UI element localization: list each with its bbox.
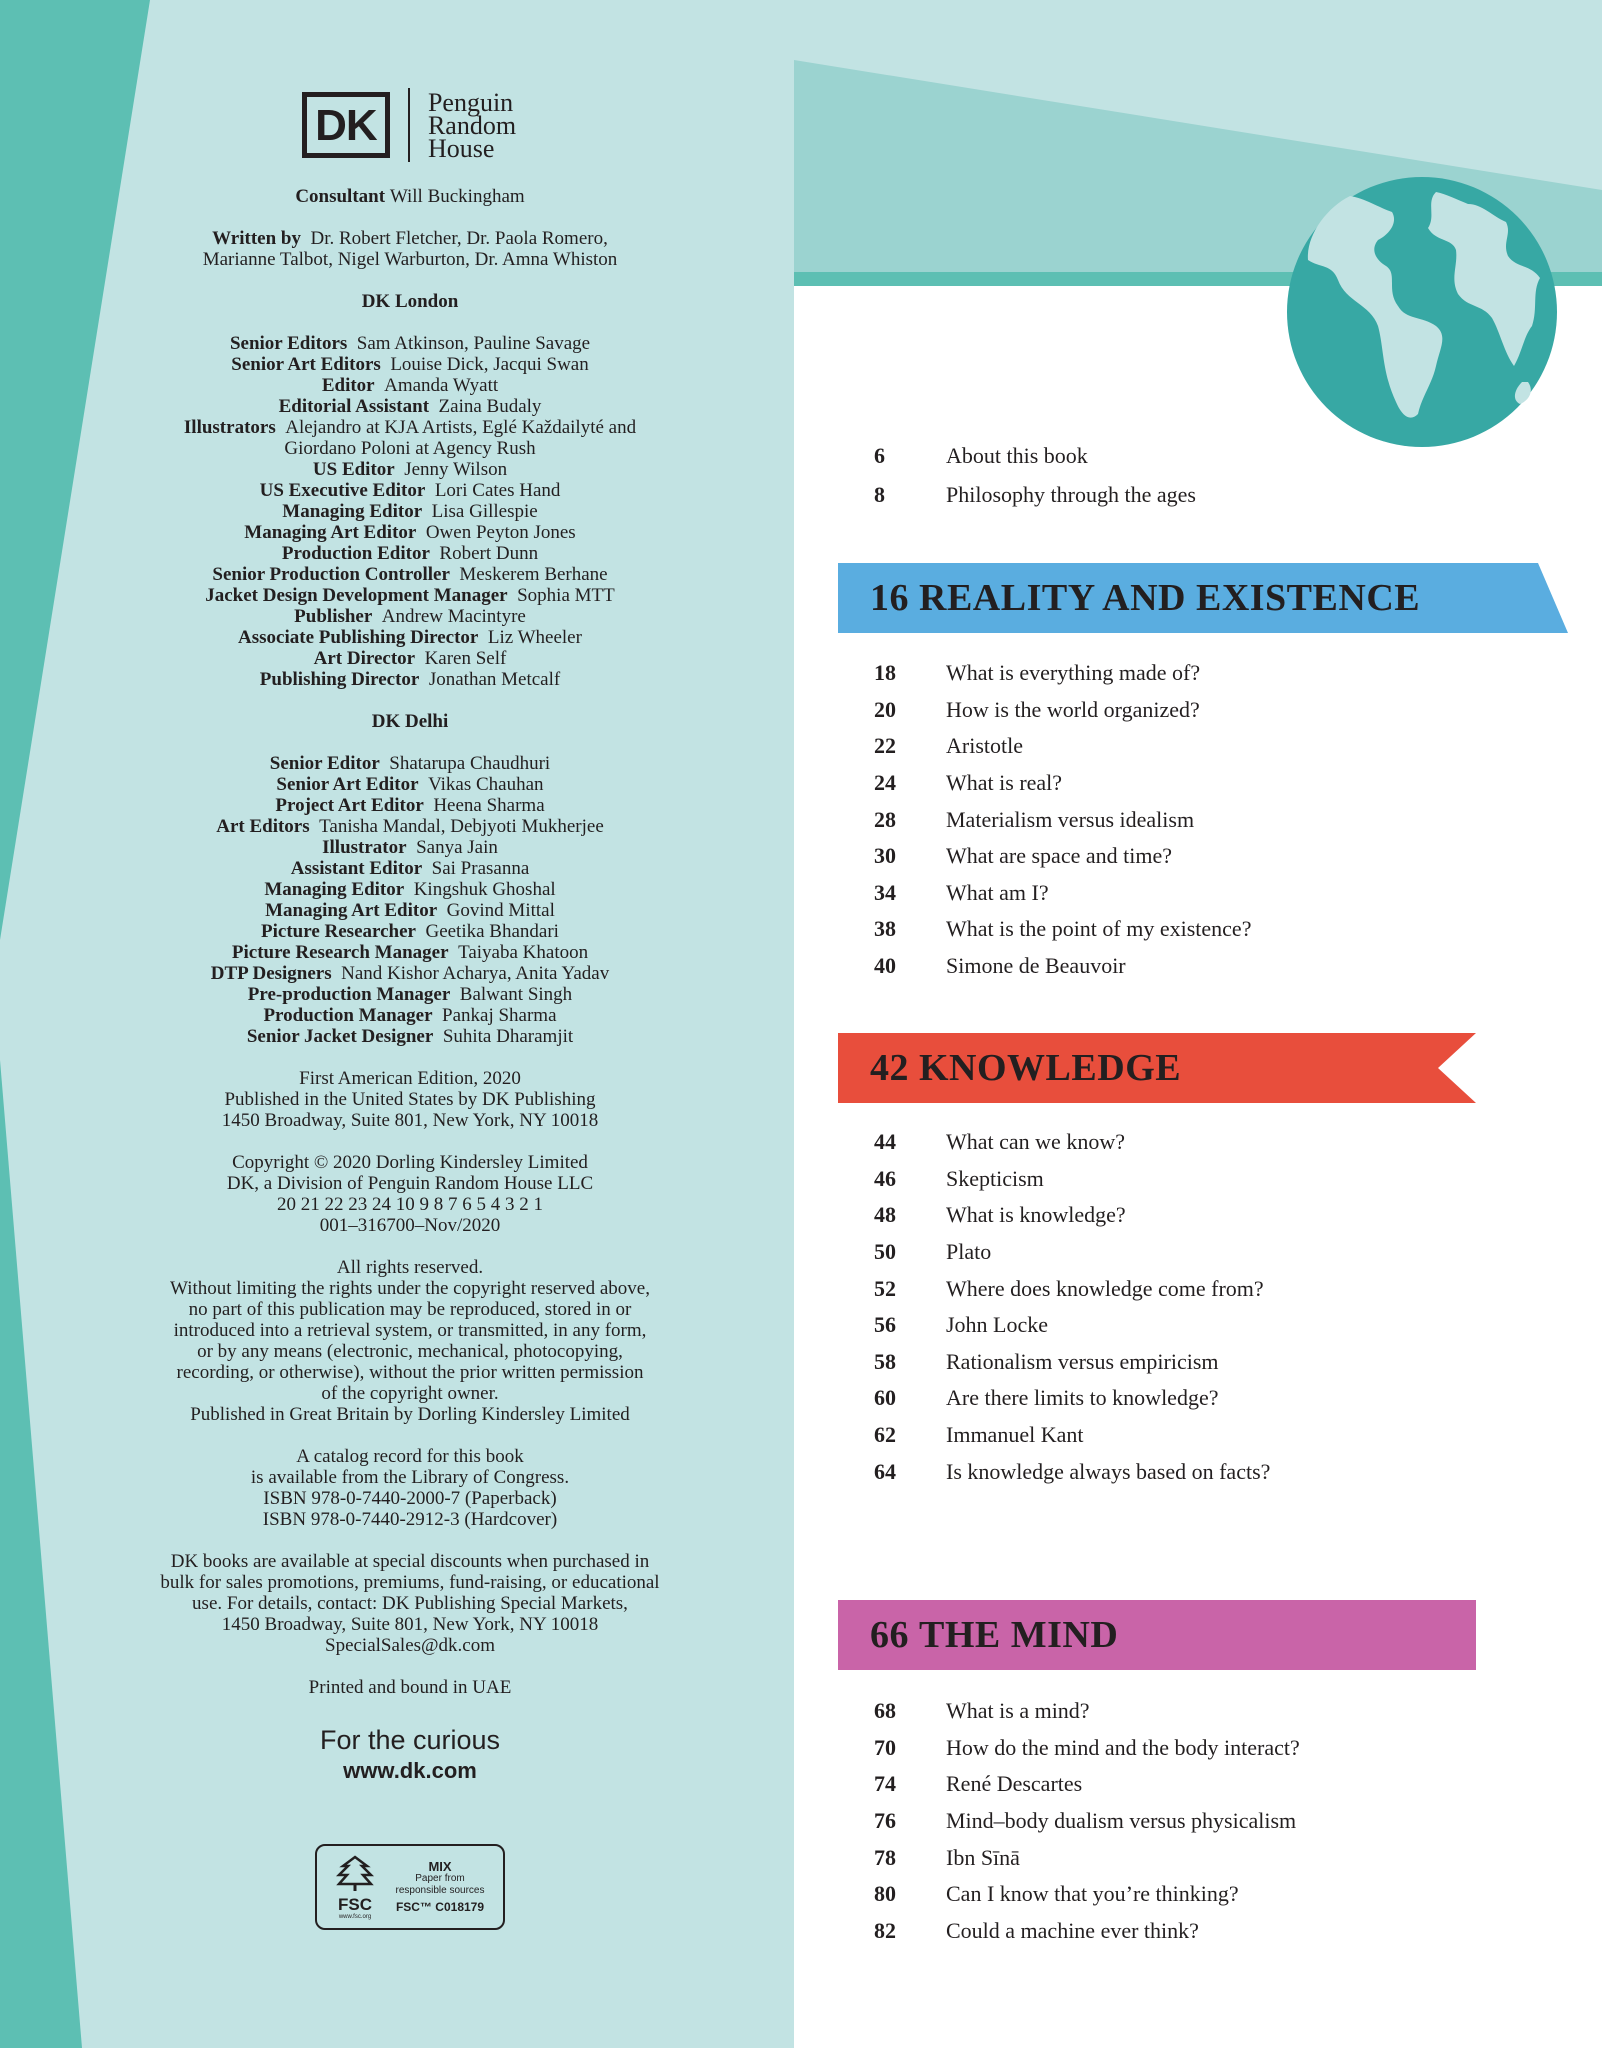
toc-reality-entries (874, 655, 1251, 984)
toc-entry[interactable] (874, 875, 1251, 912)
toc-entry[interactable] (874, 1417, 1270, 1454)
notice-line: ISBN 978-0-7440-2912-3 (Hardcover) (262, 1509, 558, 1530)
credit-role: Managing Editor (264, 879, 405, 900)
credit-line (60, 564, 760, 585)
toc-entry-title: Skepticism (946, 1165, 1044, 1191)
toc-entry[interactable] (874, 655, 1251, 692)
notice-line: 001–316700–Nov/2020 (319, 1215, 501, 1236)
toc-page-number: 64 (874, 1458, 896, 1484)
credit-role: Editorial Assistant (278, 396, 430, 417)
toc-entry[interactable] (874, 838, 1251, 875)
credit-role: Senior Editors (229, 333, 348, 354)
toc-page-number: 76 (874, 1808, 896, 1834)
credit-line (60, 333, 760, 354)
fsc-text: MIX Paper from responsible sources FSC™ C018179 (395, 1859, 485, 1914)
fsc-tree-icon: FSC www.fsc.org (325, 1854, 385, 1921)
imprint-page (0, 0, 794, 2048)
credit-name: Kingshuk Ghoshal (413, 879, 556, 900)
toc-entry[interactable] (874, 436, 1196, 475)
dk-delhi-credits (60, 753, 760, 1047)
credit-name: Shatarupa Chaudhuri (389, 753, 551, 774)
toc-entry-title: Can I know that you’re thinking? (946, 1881, 1239, 1907)
credit-line (60, 1026, 760, 1047)
toc-entry[interactable] (874, 765, 1251, 802)
toc-entry[interactable] (874, 911, 1251, 948)
credit-name: Meskerem Berhane (459, 564, 608, 585)
credit-role: US Executive Editor (259, 480, 426, 501)
credit-role: Editor (321, 375, 375, 396)
dk-london-credits (60, 333, 760, 690)
notice-line: 1450 Broadway, Suite 801, New York, NY 10018 (221, 1110, 599, 1131)
credit-line (60, 1005, 760, 1026)
credit-role: Production Manager (263, 1005, 433, 1026)
credit-line (60, 648, 760, 669)
toc-entry-title: Aristotle (946, 733, 1023, 759)
consultant-credit: Consultant Will Buckingham (295, 186, 525, 207)
credit-name: Amanda Wyatt (384, 375, 499, 396)
toc-page-number: 52 (874, 1275, 896, 1301)
toc-entry-title: Could a machine ever think? (946, 1917, 1199, 1943)
toc-entry-title: What am I? (946, 879, 1049, 905)
toc-entry-title: Is knowledge always based on facts? (946, 1458, 1271, 1484)
credit-role: DTP Designers (210, 963, 332, 984)
credit-role: Art Director (313, 648, 416, 669)
credit-line (60, 438, 760, 459)
penguin-random-house-wordmark: Penguin Random House (427, 87, 517, 163)
dk-logo: DK (302, 92, 390, 158)
credit-role: Senior Jacket Designer (246, 1026, 434, 1047)
toc-page-number: 50 (874, 1239, 896, 1265)
dk-delhi-heading: DK Delhi (371, 711, 449, 732)
credit-name: Govind Mittal (446, 900, 555, 921)
credit-line (60, 879, 760, 900)
credit-line (60, 585, 760, 606)
credit-role: Senior Art Editor (276, 774, 419, 795)
toc-page-number: 62 (874, 1422, 896, 1448)
toc-page-number: 74 (874, 1771, 896, 1797)
toc-page-number: 38 (874, 916, 896, 942)
toc-entry-title: Philosophy through the ages (946, 481, 1196, 507)
toc-entry-title: John Locke (946, 1312, 1049, 1338)
credit-line (60, 606, 760, 627)
toc-page-number: 18 (874, 660, 896, 686)
credit-name: Andrew Macintyre (381, 606, 526, 627)
logo-divider (408, 88, 410, 162)
toc-entry[interactable] (874, 1839, 1300, 1876)
section-title: 42 KNOWLEDGE (870, 1047, 1182, 1089)
credit-line (60, 795, 760, 816)
toc-entry-title: What is real? (946, 770, 1063, 796)
credit-line (60, 459, 760, 480)
notice-line: is available from the Library of Congress. (250, 1467, 570, 1488)
tagline: For the curious (319, 1725, 501, 1755)
notice-line: DK books are available at special discounts when purchased in (170, 1551, 650, 1572)
toc-entry-title: What is the point of my existence? (946, 916, 1252, 942)
toc-page-number: 44 (874, 1129, 896, 1155)
section-banner-mind[interactable] (838, 1600, 1476, 1670)
toc-entry[interactable] (874, 692, 1251, 729)
credit-name: Sanya Jain (416, 837, 498, 858)
credit-name: Suhita Dharamjit (442, 1026, 574, 1047)
publisher-logo (58, 88, 760, 162)
toc-entry[interactable] (874, 1197, 1270, 1234)
toc-entry[interactable] (874, 1913, 1300, 1950)
toc-entry-title: Materialism versus idealism (946, 806, 1195, 832)
credit-line (60, 942, 760, 963)
credit-role: Pre-production Manager (247, 984, 451, 1005)
toc-entry[interactable] (874, 1380, 1270, 1417)
credit-name: Jonathan Metcalf (428, 669, 561, 690)
credit-name: Nand Kishor Acharya, Anita Yadav (341, 963, 610, 984)
credit-line (60, 816, 760, 837)
toc-entry-title: What can we know? (946, 1129, 1125, 1155)
credit-name: Owen Peyton Jones (425, 522, 576, 543)
toc-page-number: 46 (874, 1165, 896, 1191)
credit-role: Publisher (294, 606, 373, 627)
toc-entry[interactable] (874, 1270, 1270, 1307)
toc-entry[interactable] (874, 801, 1251, 838)
catalog-isbn-notice (60, 1446, 760, 1530)
credit-role: Production Editor (281, 543, 430, 564)
toc-page-number: 8 (874, 481, 885, 507)
credit-name: Jenny Wilson (404, 459, 508, 480)
credit-name: Robert Dunn (439, 543, 539, 564)
toc-page-number: 80 (874, 1881, 896, 1907)
toc-page-number: 82 (874, 1917, 896, 1943)
notice-line: First American Edition, 2020 (299, 1068, 521, 1089)
notice-line: bulk for sales promotions, premiums, fund-raising, or educational (160, 1572, 660, 1593)
notice-line: of the copyright owner. (321, 1383, 499, 1404)
toc-page-number: 56 (874, 1312, 896, 1338)
copyright-notice (60, 1152, 760, 1236)
credit-name: Balwant Singh (459, 984, 573, 1005)
toc-entry-title: Are there limits to knowledge? (946, 1385, 1219, 1411)
credit-name: Pankaj Sharma (442, 1005, 557, 1026)
toc-entry-title: Rationalism versus empiricism (946, 1348, 1219, 1374)
credit-name: Geetika Bhandari (425, 921, 559, 942)
credit-role: Illustrators (183, 417, 276, 438)
notice-line: Published in the United States by DK Publishing (224, 1089, 596, 1110)
toc-entry-title: Simone de Beauvoir (946, 953, 1126, 979)
toc-entry[interactable] (874, 1124, 1270, 1161)
credit-line (60, 984, 760, 1005)
contents-page (794, 0, 1602, 2048)
credit-line (60, 921, 760, 942)
printed-notice: Printed and bound in UAE (308, 1677, 512, 1698)
toc-entry-title: How do the mind and the body interact? (946, 1734, 1300, 1760)
credit-line (60, 774, 760, 795)
toc-page-number: 48 (874, 1202, 896, 1228)
website-link[interactable]: www.dk.com (343, 1758, 477, 1783)
credit-name: Karen Self (424, 648, 507, 669)
notice-line: or by any means (electronic, mechanical, photocopying, (197, 1341, 623, 1362)
toc-page-number: 28 (874, 806, 896, 832)
notice-line: recording, or otherwise), without the prior written permission (176, 1362, 644, 1383)
toc-entry[interactable] (874, 1803, 1300, 1840)
credit-name: Louise Dick, Jacqui Swan (390, 354, 589, 375)
toc-entry[interactable] (874, 728, 1251, 765)
toc-page-number: 24 (874, 770, 896, 796)
credit-name: Alejandro at KJA Artists, Eglé Každailyté and (285, 417, 637, 438)
toc-page-number: 6 (874, 442, 885, 468)
credit-line (60, 900, 760, 921)
credit-role: Jacket Design Development Manager (205, 585, 508, 606)
notice-line: introduced into a retrieval system, or transmitted, in any form, (173, 1320, 647, 1341)
credit-line (60, 354, 760, 375)
imprint-credits (60, 88, 760, 1930)
globe-icon (1286, 176, 1558, 448)
notice-line: no part of this publication may be reproduced, stored in or (188, 1299, 632, 1320)
credit-name: Vikas Chauhan (428, 774, 544, 795)
credit-role: Picture Researcher (261, 921, 416, 942)
toc-entry[interactable] (874, 1693, 1300, 1730)
toc-entry-title: About this book (946, 442, 1088, 468)
toc-entry[interactable] (874, 475, 1196, 514)
toc-page-number: 60 (874, 1385, 896, 1411)
credit-line (60, 417, 760, 438)
toc-entry[interactable] (874, 1344, 1270, 1381)
notice-line: ISBN 978-0-7440-2000-7 (Paperback) (263, 1488, 557, 1509)
credit-role: Publishing Director (259, 669, 420, 690)
notice-line: DK, a Division of Penguin Random House LLC (226, 1173, 594, 1194)
toc-intro (874, 436, 1196, 514)
credit-line (60, 753, 760, 774)
credit-line (60, 669, 760, 690)
section-title: 66 THE MIND (870, 1614, 1119, 1656)
toc-page-number: 70 (874, 1734, 896, 1760)
toc-entry-title: Ibn Sīnā (946, 1844, 1020, 1870)
credit-role: Project Art Editor (275, 795, 424, 816)
credit-name: Sophia MTT (517, 585, 615, 606)
toc-page-number: 30 (874, 843, 896, 869)
credit-name: Giordano Poloni at Agency Rush (284, 438, 536, 459)
credit-role: US Editor (312, 459, 395, 480)
section-title: 16 REALITY AND EXISTENCE (870, 577, 1421, 619)
toc-entry-title: What are space and time? (946, 843, 1172, 869)
authors-credit: Written by Dr. Robert Fletcher, Dr. Paola Romero, Marianne Talbot, Nigel Warburton, Dr. Amna Whiston (202, 228, 618, 270)
toc-entry[interactable] (874, 948, 1251, 985)
toc-page-number: 68 (874, 1698, 896, 1724)
notice-line: All rights reserved. (336, 1257, 484, 1278)
credit-line (60, 396, 760, 417)
toc-entry-title: What is a mind? (946, 1698, 1090, 1724)
toc-entry[interactable] (874, 1307, 1270, 1344)
credit-role: Art Editors (216, 816, 310, 837)
credit-line (60, 522, 760, 543)
toc-entry-title: René Descartes (946, 1771, 1083, 1797)
credit-role: Associate Publishing Director (238, 627, 479, 648)
rights-notice (60, 1257, 760, 1425)
toc-page-number: 40 (874, 953, 896, 979)
toc-entry[interactable] (874, 1234, 1270, 1271)
credit-role: Senior Editor (269, 753, 380, 774)
credit-role: Illustrator (322, 837, 407, 858)
edition-notice (60, 1068, 760, 1131)
toc-entry-title: Where does knowledge come from? (946, 1275, 1264, 1301)
credit-line (60, 627, 760, 648)
credit-name: Heena Sharma (433, 795, 545, 816)
credit-line (60, 375, 760, 396)
section-banner-reality[interactable] (838, 563, 1568, 633)
notice-line: 1450 Broadway, Suite 801, New York, NY 10018 (221, 1614, 599, 1635)
toc-page-number: 78 (874, 1844, 896, 1870)
notice-line: A catalog record for this book (296, 1446, 524, 1467)
notice-line: use. For details, contact: DK Publishing Special Markets, (192, 1593, 628, 1614)
credit-line (60, 837, 760, 858)
toc-page-number: 22 (874, 733, 896, 759)
credit-line (60, 501, 760, 522)
toc-entry-title: How is the world organized? (946, 696, 1200, 722)
credit-role: Senior Production Controller (212, 564, 450, 585)
credit-role: Senior Art Editors (231, 354, 381, 375)
credit-name: Liz Wheeler (487, 627, 582, 648)
special-sales-notice (60, 1551, 760, 1656)
toc-entry-title: Immanuel Kant (946, 1422, 1084, 1448)
credit-name: Sam Atkinson, Pauline Savage (356, 333, 591, 354)
fsc-label (315, 1844, 505, 1930)
credit-line (60, 858, 760, 879)
notice-line: Without limiting the rights under the copyright reserved above, (170, 1278, 650, 1299)
section-banner-knowledge[interactable] (838, 1033, 1476, 1103)
toc-page-number: 58 (874, 1348, 896, 1374)
toc-page-number: 34 (874, 879, 896, 905)
toc-entry-title: Mind–body dualism versus physicalism (946, 1808, 1297, 1834)
toc-entry-title: What is knowledge? (946, 1202, 1126, 1228)
credit-name: Lisa Gillespie (431, 501, 538, 522)
notice-line: 20 21 22 23 24 10 9 8 7 6 5 4 3 2 1 (277, 1194, 543, 1215)
credit-role: Managing Editor (282, 501, 423, 522)
credit-line (60, 963, 760, 984)
credit-role: Assistant Editor (290, 858, 423, 879)
credit-name: Tanisha Mandal, Debjyoti Mukherjee (319, 816, 604, 837)
dk-london-heading: DK London (361, 291, 459, 312)
credit-name: Lori Cates Hand (434, 480, 561, 501)
credit-role: Managing Art Editor (244, 522, 417, 543)
credit-role: Managing Art Editor (265, 900, 438, 921)
notice-line: SpecialSales@dk.com (325, 1635, 495, 1656)
credit-name: Zaina Budaly (438, 396, 542, 417)
credit-line (60, 480, 760, 501)
toc-entry[interactable] (874, 1766, 1300, 1803)
toc-page-number: 20 (874, 696, 896, 722)
toc-entry[interactable] (874, 1730, 1300, 1767)
toc-entry-title: What is everything made of? (946, 660, 1201, 686)
credit-name: Sai Prasanna (431, 858, 530, 879)
toc-entry-title: Plato (946, 1239, 992, 1265)
toc-entry[interactable] (874, 1876, 1300, 1913)
notice-line: Published in Great Britain by Dorling Kindersley Limited (190, 1404, 630, 1425)
toc-entry[interactable] (874, 1161, 1270, 1198)
toc-entry[interactable] (874, 1453, 1270, 1490)
credit-role: Picture Research Manager (231, 942, 449, 963)
toc-mind-entries (874, 1693, 1300, 1949)
notice-line: Copyright © 2020 Dorling Kindersley Limited (232, 1152, 588, 1173)
credit-line (60, 543, 760, 564)
credit-name: Taiyaba Khatoon (458, 942, 589, 963)
toc-knowledge-entries (874, 1124, 1270, 1490)
